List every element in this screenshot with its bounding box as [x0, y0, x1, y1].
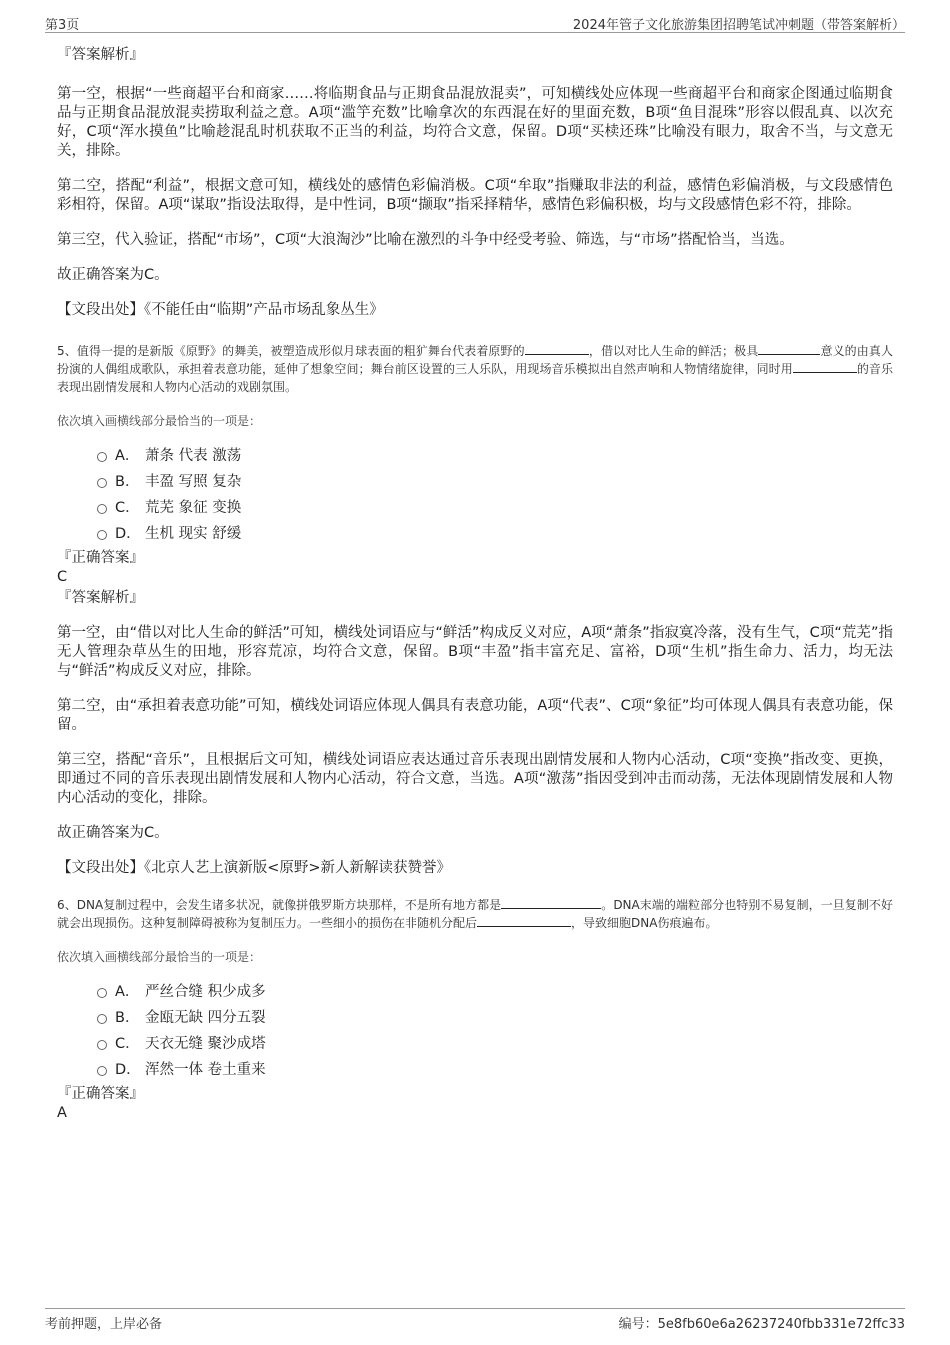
- radio-icon[interactable]: [97, 504, 107, 514]
- q5-blank-3: [793, 360, 857, 373]
- radio-icon[interactable]: [97, 478, 107, 488]
- radio-icon[interactable]: [97, 530, 107, 540]
- q4-analysis-para-1: 第一空，根据“一些商超平台和商家……将临期食品与正期食品混放混卖”，可知横线处应体现一些商超平台和商家企图通过临期食品与正期食品混放混卖捞取利益之意。A项“滥竽充数”比喻拿次的东西混在好的里面充数，B项“鱼目混珠”形容以假乱真、以次充好，C项“浑水摸鱼”比喻趁混乱时机获取不正当的利益，均符合文意，保留。D项“买椟还珠”比喻没有眼力，取舍不当，与文意无关，排除。: [57, 86, 893, 159]
- q5-analysis-label: 『答案解析』: [57, 590, 144, 606]
- q6-blank-1: [501, 896, 601, 909]
- q6-blank-2: [477, 914, 571, 927]
- page-header: [45, 12, 905, 33]
- q4-analysis-label: 『答案解析』: [57, 47, 144, 63]
- q6-stem: 6、DNA复制过程中，会发生诸多状况，就像拼俄罗斯方块那样，不是所有地方都是 。DNA末端的端粒部分也特别不易复制，一旦复制不好就会出现损伤。这种复制障碍被称为复制压力。一些细小的损伤在非随机分配后 ，导致细胞DNA伤痕遍布。: [57, 898, 893, 930]
- q5-conclusion: 故正确答案为C。: [57, 825, 169, 841]
- radio-icon[interactable]: [97, 1040, 107, 1050]
- q4-conclusion: 故正确答案为C。: [57, 267, 169, 283]
- q5-analysis-para-1: 第一空，由“借以对比人生命的鲜活”可知，横线处词语应与“鲜活”构成反义对应，A项“萧条”指寂寞冷落，没有生气，C项“荒芜”指无人管理杂草丛生的田地，形容荒凉，均符合文意，保留。B项“丰盈”指丰富充足、富裕，D项“生机”指生命力、活力，均无法与“鲜活”构成反义对应，排除。: [57, 625, 893, 679]
- q6-correct-label: 『正确答案』: [57, 1086, 144, 1102]
- q5-source: 【文段出处】《北京人艺上演新版<原野>新人新解读获赞誉》: [57, 860, 452, 876]
- q5-analysis-para-3: 第三空，搭配“音乐”，且根据后文可知，横线处词语应表达通过音乐表现出剧情发展和人物内心活动，C项“变换”指改变、更换，即通过不同的音乐表现出剧情发展和人物内心活动，符合文意，当选。A项“激荡”指因受到冲击而动荡，无法体现剧情发展和人物内心活动的变化，排除。: [57, 752, 893, 806]
- q5-stem: 5、值得一提的是新版《原野》的舞美，被塑造成形似月球表面的粗犷舞台代表着原野的 ，借以对比人生命的鲜活；极具 意义的由真人扮演的人偶组成歌队，承担着表意功能，延伸了想象空间；舞台前区设置的三人乐队，用现场音乐模拟出自然声响和人物情绪旋律，同时用 的音乐表现出剧情发展和人物内心活动的戏剧氛围。: [57, 344, 893, 394]
- q4-analysis-para-2: 第二空，搭配“利益”，根据文意可知，横线处的感情色彩偏消极。C项“牟取”指赚取非法的利益，感情色彩偏消极，与文段感情色彩相符，保留。A项“谋取”指设法取得，是中性词，B项“撷取”指采择精华，感情色彩偏积极，均与文段感情色彩不符，排除。: [57, 178, 893, 213]
- q5-prompt: 依次填入画横线部分最恰当的一项是：: [57, 414, 262, 428]
- q5-correct-answer: C: [57, 569, 68, 585]
- q5-blank-2: [758, 342, 820, 355]
- q4-source: 【文段出处】《不能任由“临期”产品市场乱象丛生》: [57, 302, 384, 318]
- q5-analysis-para-2: 第二空，由“承担着表意功能”可知，横线处词语应体现人偶具有表意功能，A项“代表”、C项“象征”均可体现人偶具有表意功能，保留。: [57, 698, 893, 733]
- q5-correct-label: 『正确答案』: [57, 550, 144, 566]
- q5-blank-1: [525, 342, 589, 355]
- q6-correct-answer: A: [57, 1105, 67, 1121]
- radio-icon[interactable]: [97, 452, 107, 462]
- q5-option-b[interactable]: B． 丰盈 写照 复杂: [57, 469, 893, 495]
- q6-prompt: 依次填入画横线部分最恰当的一项是：: [57, 950, 262, 964]
- q6-option-d[interactable]: D． 浑然一体 卷土重来: [57, 1057, 893, 1083]
- page-content: [57, 40, 893, 1123]
- q6-option-c[interactable]: C． 天衣无缝 聚沙成塔: [57, 1031, 893, 1057]
- page-number: 第3页: [45, 18, 80, 33]
- q5-options: [57, 443, 893, 547]
- q4-analysis-para-3: 第三空，代入验证，搭配“市场”，C项“大浪淘沙”比喻在激烈的斗争中经受考验、筛选，与“市场”搭配恰当，当选。: [57, 232, 794, 248]
- radio-icon[interactable]: [97, 1014, 107, 1024]
- q5-option-d[interactable]: D． 生机 现实 舒缓: [57, 521, 893, 547]
- q5-option-a[interactable]: A． 萧条 代表 激荡: [57, 443, 893, 469]
- page-footer: [45, 1308, 905, 1332]
- q6-option-a[interactable]: A． 严丝合缝 积少成多: [57, 979, 893, 1005]
- document-code: 编号：5e8fb60e6a26237240fbb331e72ffc33: [618, 1317, 905, 1332]
- radio-icon[interactable]: [97, 1066, 107, 1076]
- q6-option-b[interactable]: B． 金瓯无缺 四分五裂: [57, 1005, 893, 1031]
- document-title: 2024年管子文化旅游集团招聘笔试冲刺题（带答案解析）: [572, 18, 905, 33]
- q6-options: [57, 979, 893, 1083]
- radio-icon[interactable]: [97, 988, 107, 998]
- footer-note: 考前押题，上岸必备: [45, 1317, 163, 1332]
- q5-option-c[interactable]: C． 荒芜 象征 变换: [57, 495, 893, 521]
